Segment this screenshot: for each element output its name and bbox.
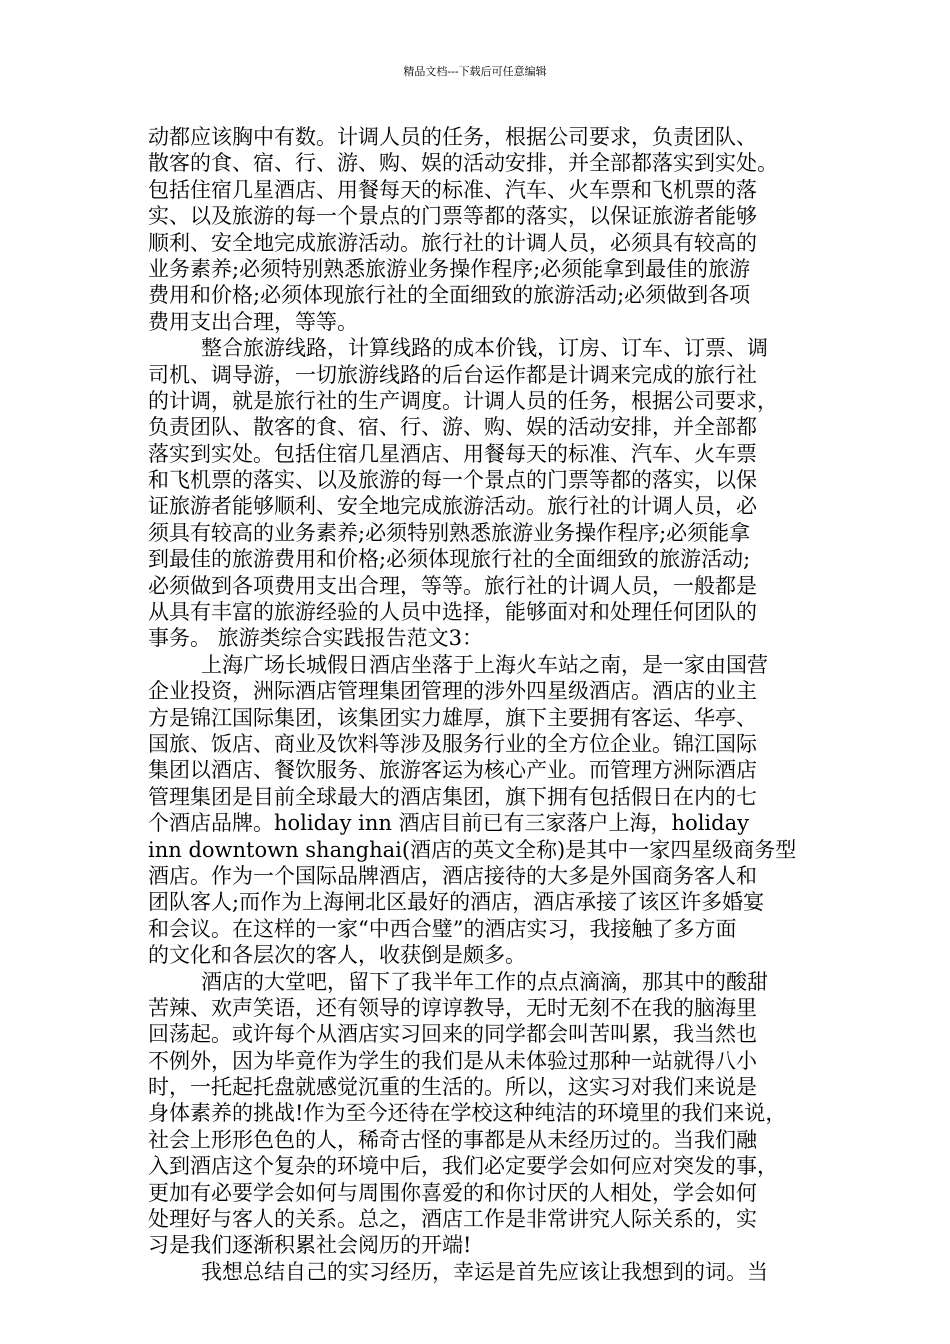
text-line: 司机、调导游，一切旅游线路的后台运作都是计调来完成的旅行社 xyxy=(148,362,757,387)
text-line: 习是我们逐渐积累社会阅历的开端! xyxy=(148,1233,472,1258)
text-line: 费用和价格;必须体现旅行社的全面细致的旅游活动;必须做到各项 xyxy=(148,283,751,308)
text-line: 酒店的大堂吧，留下了我半年工作的点点滴滴，那其中的酸甜 xyxy=(201,969,768,994)
text-line: 入到酒店这个复杂的环境中后，我们必定要学会如何应对突发的事， xyxy=(148,1154,778,1179)
text-line: 时，一托起托盘就感觉沉重的生活的。所以，这实习对我们来说是 xyxy=(148,1075,757,1100)
text-line: 和会议。在这样的一家“中西合璧”的酒店实习，我接触了多方面 xyxy=(148,916,737,941)
document-body xyxy=(148,124,808,1285)
text-line: 费用支出合理，等等。 xyxy=(148,309,358,334)
text-line: 整合旅游线路，计算线路的成本价钱，订房、订车、订票、调 xyxy=(201,336,768,361)
text-line: 落实到实处。包括住宿几星酒店、用餐每天的标准、汽车、火车票 xyxy=(148,441,757,466)
text-line: 负责团队、散客的食、宿、行、游、购、娱的活动安排，并全部都 xyxy=(148,415,757,440)
text-line: 和飞机票的落实、以及旅游的每一个景点的门票等都的落实，以保 xyxy=(148,468,757,493)
text-line: 不例外，因为毕竟作为学生的我们是从未体验过那种一站就得八小 xyxy=(148,1048,757,1073)
text-line: 业务素养;必须特别熟悉旅游业务操作程序;必须能拿到最佳的旅游 xyxy=(148,256,751,281)
text-line: 到最佳的旅游费用和价格;必须体现旅行社的全面细致的旅游活动; xyxy=(148,547,751,572)
text-line: 国旅、饭店、商业及饮料等涉及服务行业的全方位企业。锦江国际 xyxy=(148,731,757,756)
text-line: 企业投资，洲际酒店管理集团管理的涉外四星级酒店。酒店的业主 xyxy=(148,679,757,704)
text-line: 更加有必要学会如何与周围你喜爱的和你讨厌的人相处，学会如何 xyxy=(148,1180,757,1205)
text-line: 须具有较高的业务素养;必须特别熟悉旅游业务操作程序;必须能拿 xyxy=(148,520,751,545)
text-line: 从具有丰富的旅游经验的人员中选择，能够面对和处理任何团队的 xyxy=(148,600,757,625)
text-line: 事务。 旅游类综合实践报告范文3： xyxy=(148,626,484,651)
text-line: 顺利、安全地完成旅游活动。旅行社的计调人员，必须具有较高的 xyxy=(148,230,757,255)
text-line: 身体素养的挑战!作为至今还待在学校这种纯洁的环境里的我们来说， xyxy=(148,1101,787,1126)
text-line: 实、以及旅游的每一个景点的门票等都的落实，以保证旅游者能够 xyxy=(148,204,757,229)
text-line: inn downtown shanghai(酒店的英文全称)是其中一家四星级商务型 xyxy=(148,837,797,862)
text-line: 的文化和各层次的客人，收获倒是颇多。 xyxy=(148,943,526,968)
text-line: 方是锦江国际集团，该集团实力雄厚，旗下主要拥有客运、华亭、 xyxy=(148,705,757,730)
text-line: 处理好与客人的关系。总之，酒店工作是非常讲究人际关系的，实 xyxy=(148,1207,757,1232)
text-line: 社会上形形色色的人，稀奇古怪的事都是从未经历过的。当我们融 xyxy=(148,1127,757,1152)
text-line: 必须做到各项费用支出合理，等等。旅行社的计调人员，一般都是 xyxy=(148,573,757,598)
text-line: 的计调，就是旅行社的生产调度。计调人员的任务，根据公司要求， xyxy=(148,388,778,413)
page-header: 精品文档---下载后可任意编辑 xyxy=(403,65,547,78)
text-line: 我想总结自己的实习经历，幸运是首先应该让我想到的词。当 xyxy=(201,1259,768,1284)
text-line: 苦辣、欢声笑语，还有领导的谆谆教导，无时无刻不在我的脑海里 xyxy=(148,995,757,1020)
text-line: 集团以酒店、餐饮服务、旅游客运为核心产业。而管理方洲际酒店 xyxy=(148,758,757,783)
text-line: 上海广场长城假日酒店坐落于上海火车站之南，是一家由国营 xyxy=(201,652,768,677)
text-line: 动都应该胸中有数。计调人员的任务，根据公司要求，负责团队、 xyxy=(148,125,757,149)
text-line: 散客的食、宿、行、游、购、娱的活动安排，并全部都落实到实处。 xyxy=(148,151,778,176)
text-line: 酒店。作为一个国际品牌酒店，酒店接待的大多是外国商务客人和 xyxy=(148,863,757,888)
text-line: 个酒店品牌。holiday inn 酒店目前已有三家落户上海，holiday xyxy=(148,811,749,836)
text-line: 包括住宿几星酒店、用餐每天的标准、汽车、火车票和飞机票的落 xyxy=(148,177,757,202)
text-line: 团队客人;而作为上海闸北区最好的酒店，酒店承接了该区许多婚宴 xyxy=(148,890,765,915)
text-line: 证旅游者能够顺利、安全地完成旅游活动。旅行社的计调人员，必 xyxy=(148,494,757,519)
text-line: 回荡起。或许每个从酒店实习回来的同学都会叫苦叫累，我当然也 xyxy=(148,1022,757,1047)
text-line: 管理集团是目前全球最大的酒店集团，旗下拥有包括假日在内的七 xyxy=(148,784,757,809)
